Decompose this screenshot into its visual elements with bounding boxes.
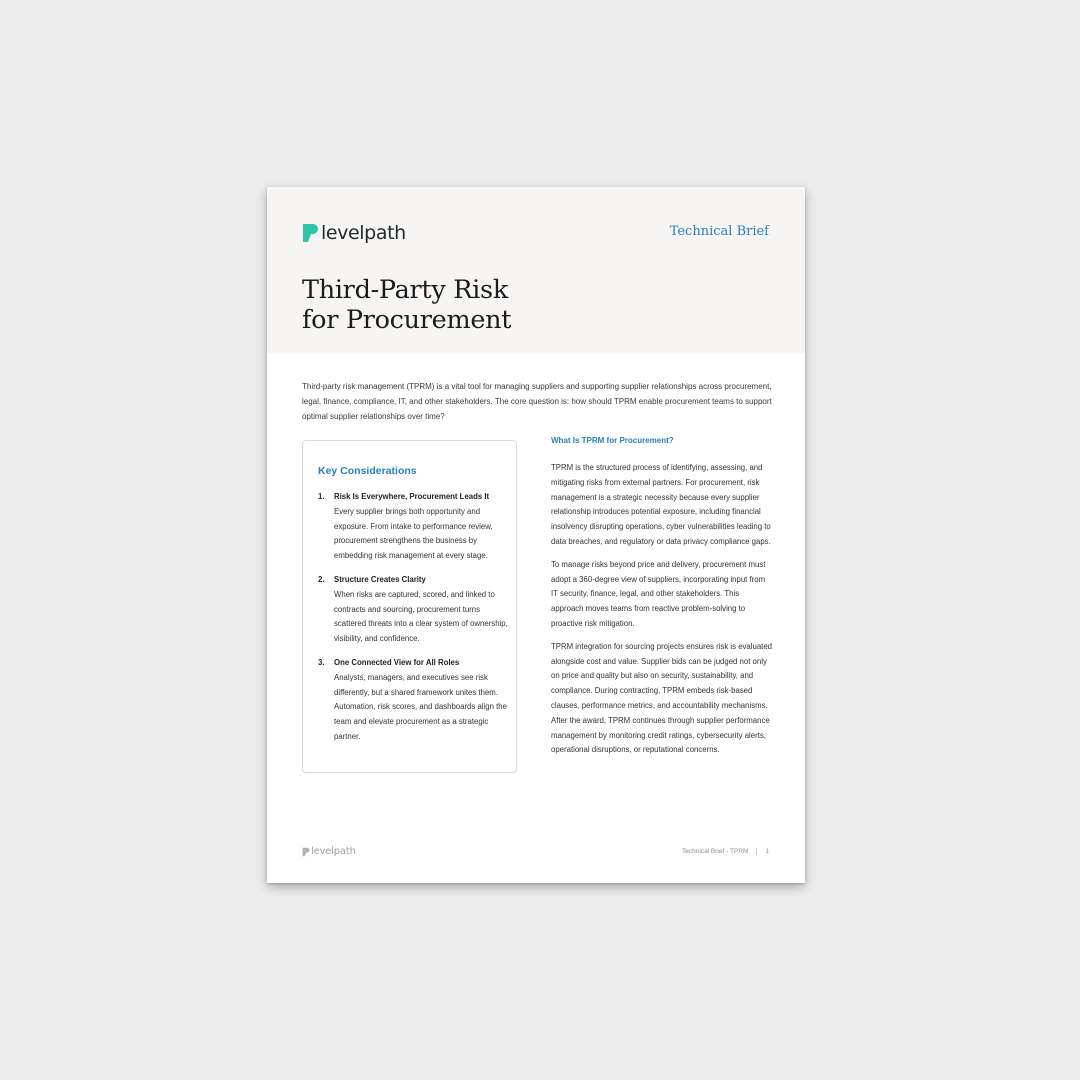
item-number: 3.	[318, 657, 325, 667]
body-paragraph: To manage risks beyond price and delivery, procurement must adopt a 360-degree view of suppliers, incorporating input from IT security, finance, legal, and other stakeholders. This approach moves teams from reactive problem-solving to proactive risk mitigation.	[551, 559, 766, 628]
footer-brand-name: levelpath	[311, 846, 356, 857]
brand-logo	[302, 220, 406, 246]
item-number: 2.	[318, 574, 325, 584]
key-considerations-list	[318, 490, 514, 754]
body-paragraph: TPRM is the structured process of identifying, assessing, and mitigating risks from external partners. For procurement, risk management is a strategic necessity because every supplier relationship introduces potential exposure, including financial insolvency disrupting operations, cyber vulnerabilities leading to data breaches, and regulatory or data privacy compliance gaps.	[551, 463, 771, 546]
levelpath-logo-icon	[302, 223, 319, 243]
list-item	[318, 490, 514, 564]
list-item	[318, 573, 514, 647]
title-line-2: for Procurement	[302, 305, 512, 335]
list-item	[318, 656, 514, 745]
brand-name: levelpath	[321, 221, 406, 244]
document-title	[302, 275, 511, 335]
item-text: When risks are captured, scored, and linked to contracts and sourcing, procurement turns scattered threats into a clear system of ownership, visibility, and confidence.	[334, 589, 508, 644]
body-paragraph: TPRM integration for sourcing projects ensures risk is evaluated alongside cost and value. Supplier bids can be judged not only on price and quality but also on security, sustainability, and compliance. During contracting, TPRM embeds risk-based clauses, performance metrics, and accountability mechanisms. After the award, TPRM continues through supplier performance management by monitoring credit ratings, cybersecurity alerts, operational disruptions, or reputational concerns.	[551, 641, 773, 755]
intro-paragraph: Third-party risk management (TPRM) is a vital tool for managing suppliers and supporting supplier relationships across procurement, legal, finance, compliance, IT, and other stakeholders. The core question is: how should TPRM enable procurement teams to support optimal supplier relationships over time?	[302, 382, 772, 421]
footer-label: Technical Brief - TPRM	[682, 848, 749, 855]
section-heading: What Is TPRM for Procurement?	[551, 436, 674, 445]
key-considerations-heading: Key Considerations	[318, 465, 417, 477]
item-title: One Connected View for All Roles	[334, 657, 460, 667]
page-number: 1	[765, 848, 769, 855]
item-title: Risk Is Everywhere, Procurement Leads It	[334, 492, 490, 501]
header-band	[267, 187, 805, 353]
item-title: Structure Creates Clarity	[334, 574, 426, 584]
document-type-label: Technical Brief	[669, 224, 769, 239]
footer-meta	[682, 848, 769, 855]
levelpath-logo-icon	[302, 847, 310, 857]
footer-logo	[302, 846, 356, 857]
item-number: 1.	[318, 492, 325, 501]
key-considerations-card	[302, 440, 517, 773]
item-text: Analysts, managers, and executives see risk differently, but a shared framework unites them. Automation, risk scores, and dashboards align the team and elevate procurement as a strategic partner.	[334, 672, 507, 741]
item-text: Every supplier brings both opportunity and exposure. From intake to performance review, procurement strengthens the business by embedding risk management at every stage.	[334, 506, 493, 561]
footer-divider	[756, 848, 757, 855]
main-column	[551, 435, 773, 766]
title-line-1: Third-Party Risk	[302, 275, 508, 305]
document-page	[267, 187, 805, 883]
